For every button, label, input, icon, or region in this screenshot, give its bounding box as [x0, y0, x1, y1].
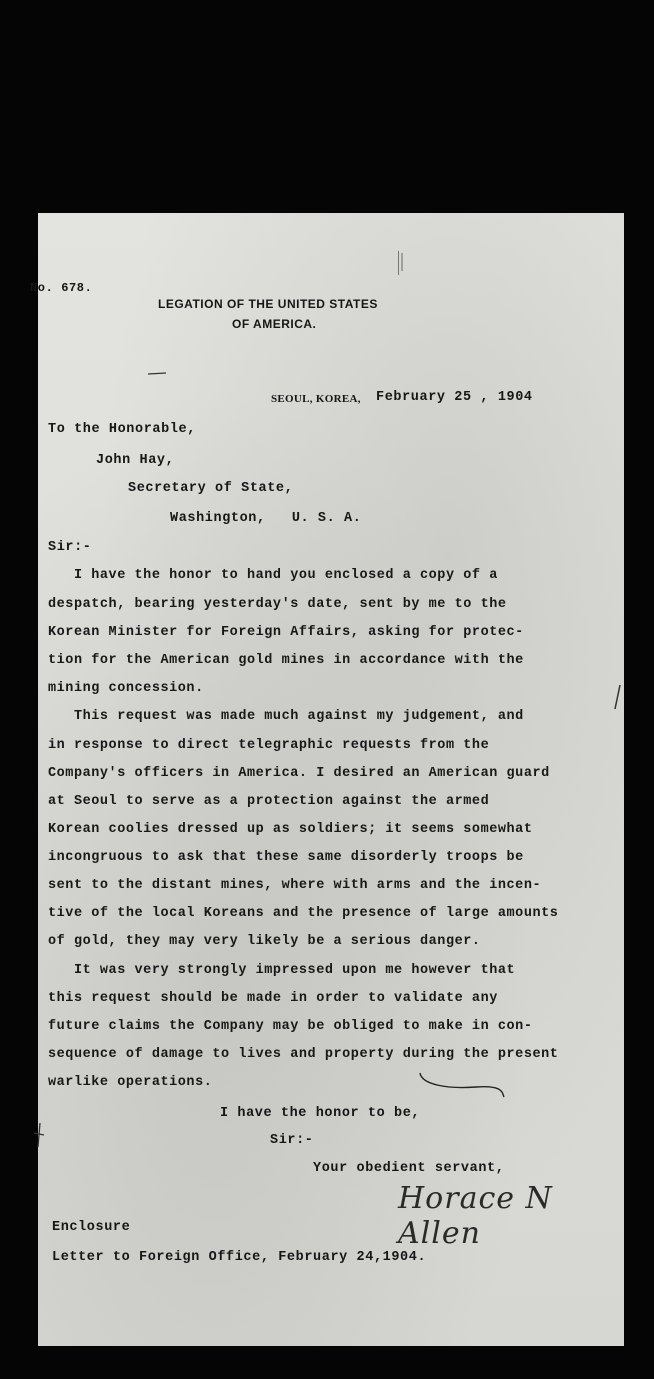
date-line: February 25 , 1904: [376, 390, 533, 405]
body-line: future claims the Company may be obliged to make in con-: [48, 1019, 533, 1034]
addressee-line-1: To the Honorable,: [48, 422, 196, 437]
closing-line-3: Your obedient servant,: [313, 1161, 505, 1176]
place-line: SEOUL, KOREA,: [271, 393, 361, 405]
pen-stroke-mark: [418, 1071, 508, 1101]
salutation: Sir:-: [48, 540, 92, 555]
body-line: sent to the distant mines, where with arms and the incen-: [48, 878, 542, 893]
margin-mark: [32, 1121, 46, 1151]
body-line: sequence of damage to lives and property during the present: [48, 1047, 559, 1062]
enclosure-item: Letter to Foreign Office, February 24,1904.: [52, 1250, 427, 1265]
body-line: tive of the local Koreans and the presence of large amounts: [48, 906, 559, 921]
body-line: of gold, they may very likely be a serious danger.: [48, 934, 481, 949]
body-line: incongruous to ask that these same disorderly troops be: [48, 850, 524, 865]
handwritten-signature: Horace N Allen: [398, 1181, 553, 1251]
body-line: tion for the American gold mines in accordance with the: [48, 653, 524, 668]
body-line: Korean Minister for Foreign Affairs, asking for protec-: [48, 625, 524, 640]
body-line: at Seoul to serve as a protection against the armed: [48, 794, 490, 809]
ink-dash-mark: [148, 371, 168, 377]
body-line: This request was made much against my judgement, and: [48, 709, 524, 724]
document-page: [30, 213, 624, 1346]
despatch-number: No. 678.: [30, 281, 93, 295]
margin-mark: [612, 683, 624, 713]
closing-line-1: I have the honor to be,: [220, 1106, 421, 1121]
body-line: despatch, bearing yesterday's date, sent by me to the: [48, 597, 507, 612]
letterhead-line-2: OF AMERICA.: [232, 317, 317, 331]
addressee-line-2: John Hay,: [96, 453, 175, 468]
body-line: Korean coolies dressed up as soldiers; it seems somewhat: [48, 822, 533, 837]
body-line: this request should be made in order to validate any: [48, 991, 498, 1006]
body-line: in response to direct telegraphic requests from the: [48, 738, 490, 753]
enclosure-heading: Enclosure: [52, 1220, 131, 1235]
addressee-line-3: Secretary of State,: [128, 481, 294, 496]
letterhead-line-1: LEGATION OF THE UNITED STATES: [158, 297, 378, 311]
body-line: I have the honor to hand you enclosed a copy of a: [48, 568, 498, 583]
scan-artifact-mark: [398, 243, 438, 283]
closing-line-2: Sir:-: [270, 1133, 314, 1148]
body-line: It was very strongly impressed upon me however that: [48, 963, 516, 978]
body-line: mining concession.: [48, 681, 204, 696]
addressee-line-4: Washington, U. S. A.: [170, 511, 362, 526]
body-line: warlike operations.: [48, 1075, 213, 1090]
body-line: Company's officers in America. I desired an American guard: [48, 766, 550, 781]
